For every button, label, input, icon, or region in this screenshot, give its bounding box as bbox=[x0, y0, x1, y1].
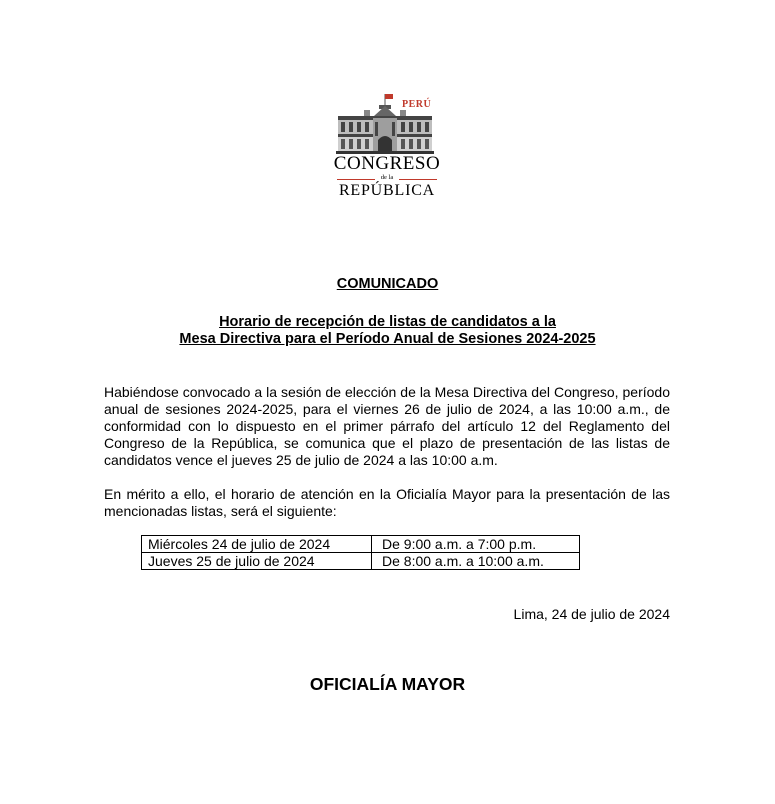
signature-office: OFICIALÍA MAYOR bbox=[309, 674, 466, 694]
logo-country-label: PERÚ bbox=[402, 99, 432, 110]
body-paragraph-1: Habiéndose convocado a la sesión de elección de la Mesa Directiva del Congreso, período anual de sesiones 2024-2025, para el viernes 26 de julio de 2024, a las 10:00 a.m., de conformidad con lo dispuesto en el primer párrafo del artículo 12 del Reglamento del Congreso de la República, se comunica que el plazo de presentación de las listas de candidatos vence el jueves 25 de julio de 2024 a las 10:00 a.m. bbox=[104, 384, 670, 468]
logo-republica-text: REPÚBLICA bbox=[338, 182, 436, 199]
document-subtitle bbox=[0, 314, 775, 348]
logo-right-rule bbox=[399, 179, 437, 180]
logo-congreso-text: CONGRESO bbox=[333, 153, 441, 174]
schedule-day-cell: Jueves 25 de julio de 2024 bbox=[142, 553, 372, 570]
table-row bbox=[142, 553, 580, 570]
schedule-hours-cell: De 9:00 a.m. a 7:00 p.m. bbox=[372, 536, 580, 553]
subtitle-line-2: Mesa Directiva para el Período Anual de Sesiones 2024-2025 bbox=[179, 331, 596, 347]
subtitle-line-1: Horario de recepción de listas de candidatos a la bbox=[219, 314, 556, 330]
logo-dela-text: de la bbox=[380, 174, 394, 181]
document-title: COMUNICADO bbox=[336, 276, 439, 292]
schedule-table bbox=[141, 535, 580, 570]
body-paragraph-2: En mérito a ello, el horario de atención en la Oficialía Mayor para la presentación de las mencionadas listas, será el siguiente: bbox=[104, 486, 670, 519]
table-row bbox=[142, 536, 580, 553]
place-date: Lima, 24 de julio de 2024 bbox=[513, 606, 670, 622]
schedule-hours-cell: De 8:00 a.m. a 10:00 a.m. bbox=[372, 553, 580, 570]
schedule-day-cell: Miércoles 24 de julio de 2024 bbox=[142, 536, 372, 553]
